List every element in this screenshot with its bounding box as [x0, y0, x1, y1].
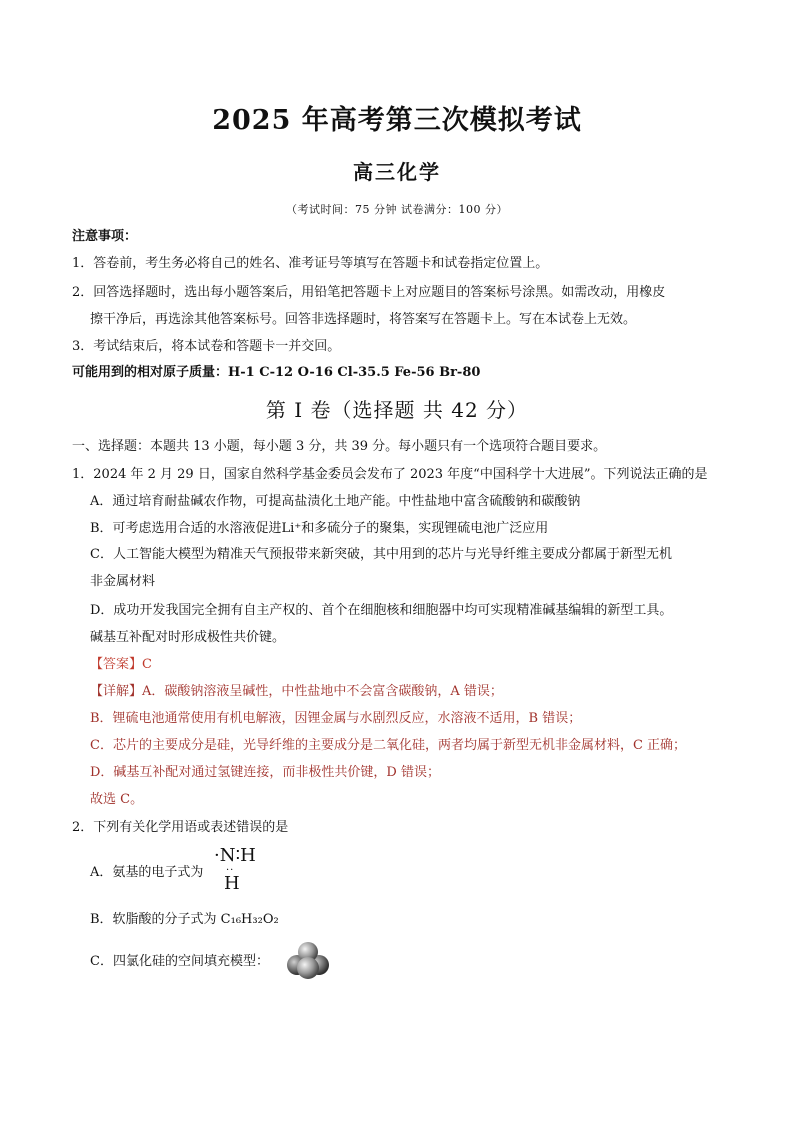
notice-item-1: 1．答卷前，考生务必将自己的姓名、准考证号等填写在答题卡和试卷指定位置上。 — [72, 256, 549, 271]
notice-item-3: 3．考试结束后，将本试卷和答题卡一并交回。 — [72, 339, 341, 354]
notice-heading: 注意事项： — [72, 229, 138, 244]
exam-title: 2025 年高考第三次模拟考试 — [212, 105, 582, 136]
q1-conclusion: 故选 C。 — [90, 792, 144, 807]
formula-bottom: H — [224, 873, 240, 894]
q1-option-c-cont: 非金属材料 — [90, 574, 156, 589]
q2-option-a: A．氨基的电子式为 — [90, 865, 204, 880]
q2-stem: 2．下列有关化学用语或表述错误的是 — [72, 820, 289, 835]
q1-analysis-d: D．碱基互补配对通过氢键连接，而非极性共价键，D 错误； — [90, 765, 440, 780]
exam-info: （考试时间：75 分钟 试卷满分：100 分） — [286, 203, 508, 216]
notice-item-2-cont: 擦干净后，再选涂其他答案标号。回答非选择题时，将答案写在答题卡上。写在本试卷上无效。 — [90, 312, 637, 327]
notice-item-2: 2．回答选择题时，选出每小题答案后，用铅笔把答题卡上对应题目的答案标号涂黑。如需改动，用橡皮 — [72, 285, 666, 300]
q1-stem: 1．2024 年 2 月 29 日，国家自然科学基金委员会发布了 2023 年度“中国科学十大进展”。下列说法正确的是 — [72, 467, 708, 482]
q1-option-a: A．通过培育耐盐碱农作物，可提高盐渍化土地产能。中性盐地中富含硫酸钠和碳酸钠 — [90, 494, 581, 509]
section-title: 第 I 卷（选择题 共 42 分） — [265, 398, 529, 422]
q2-option-c: C．四氯化硅的空间填充模型： — [90, 954, 269, 969]
q1-analysis-b: B．锂硫电池通常使用有机电解液，因锂金属与水剧烈反应，水溶液不适用，B 错误； — [90, 711, 582, 726]
q1-option-b: B．可考虑选用合适的水溶液促进Li⁺和多硫分子的聚集，实现锂硫电池广泛应用 — [90, 521, 549, 536]
amino-electron-formula — [214, 845, 284, 899]
part-intro: 一、选择题：本题共 13 小题，每小题 3 分，共 39 分。每小题只有一个选项符合题目要求。 — [72, 439, 607, 454]
atomic-masses: 可能用到的相对原子质量：H-1 C-12 O-16 Cl-35.5 Fe-56 Br-80 — [72, 365, 481, 380]
q2-option-b: B．软脂酸的分子式为 C₁₆H₃₂O₂ — [90, 912, 279, 927]
lone-pair-dots: ·· — [226, 865, 235, 876]
exam-subtitle: 高三化学 — [353, 160, 441, 184]
formula-top: ·N∶H — [214, 845, 256, 866]
q1-analysis-a: 【详解】A．碳酸钠溶液呈碱性，中性盐地中不会富含碳酸钠，A 错误； — [90, 684, 503, 699]
space-filling-model-icon — [286, 940, 330, 980]
q1-analysis-c: C．芯片的主要成分是硅，光导纤维的主要成分是二氧化硅，两者均属于新型无机非金属材料，C 正确； — [90, 738, 687, 753]
q1-option-d: D．成功开发我国完全拥有自主产权的、首个在细胞核和细胞器中均可实现精准碱基编辑的新型工具。 — [90, 603, 673, 618]
q1-option-d-cont: 碱基互补配对时形成极性共价键。 — [90, 630, 286, 645]
q1-option-c: C．人工智能大模型为精准天气预报带来新突破，其中用到的芯片与光导纤维主要成分都属于新型无机 — [90, 547, 672, 562]
q1-answer: 【答案】C — [90, 657, 152, 672]
